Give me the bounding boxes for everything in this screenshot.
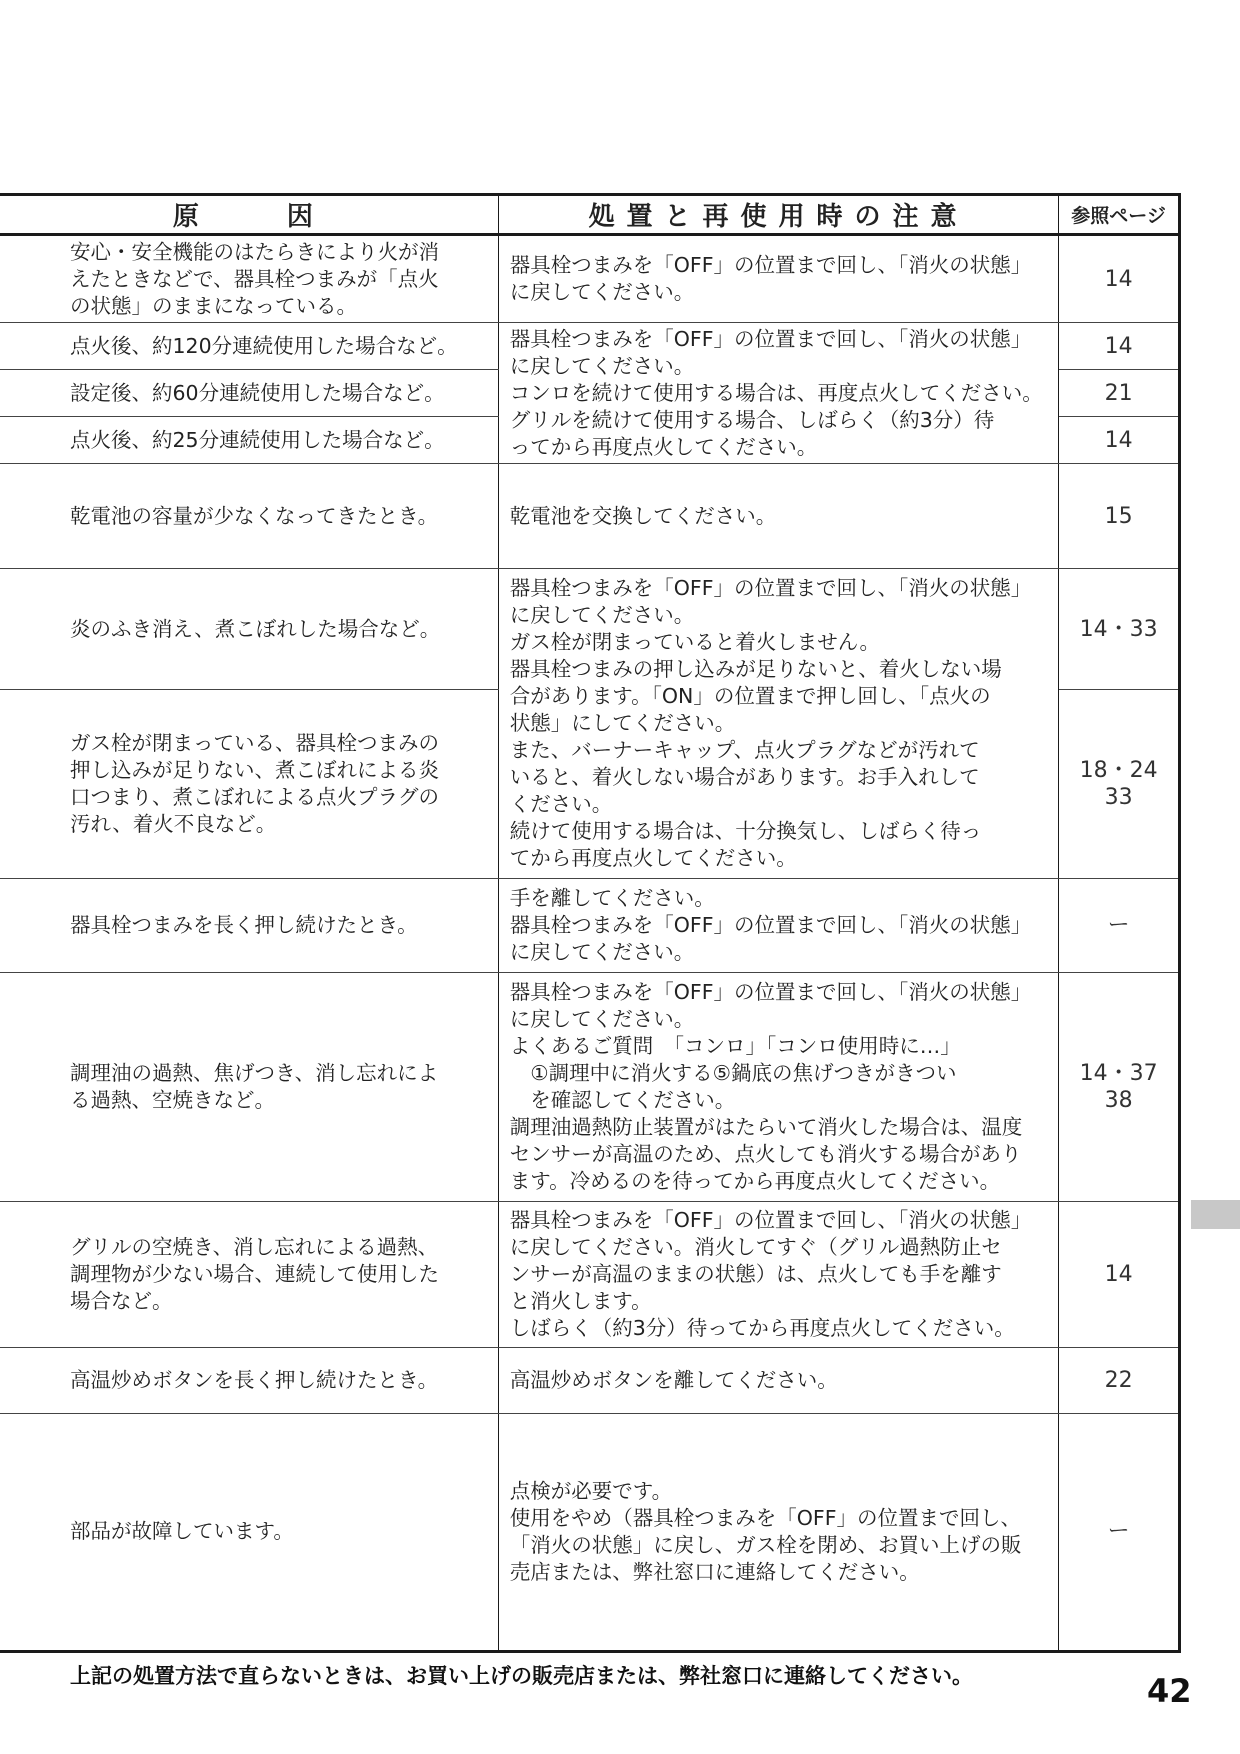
action-line: ンサーが高温のままの状態）は、点火しても手を離す [509, 1262, 1002, 1286]
cause-line: 汚れ、着火不良など。 [70, 812, 277, 836]
action-line: 器具栓つまみを「OFF」の位置まで回し、「消火の状態」 [509, 980, 1032, 1004]
cause-cell [0, 417, 498, 464]
header-action: 処置と再使用時の注意 [498, 196, 1058, 235]
cause-line: 調理物が少ない場合、連続して使用した [70, 1262, 439, 1286]
troubleshooting-table-frame [0, 193, 1181, 1653]
cause-cell [0, 323, 498, 370]
action-line: を確認してください。 [509, 1088, 736, 1112]
ref-page-line: 14・37 [1079, 1061, 1158, 1086]
cause-line: 器具栓つまみを長く押し続けたとき。 [70, 913, 418, 937]
troubleshooting-table [0, 196, 1178, 1650]
action-line: また、バーナーキャップ、点火プラグなどが汚れて [509, 738, 980, 762]
table-row [0, 1202, 1178, 1348]
action-line: 調理油過熱防止装置がはたらいて消火した場合は、温度 [509, 1115, 1023, 1139]
ref-page-cell: ー [1107, 1519, 1130, 1545]
table-row [0, 879, 1178, 973]
action-cell [498, 973, 1058, 1202]
header-cause: 原 因 [0, 196, 498, 235]
action-line: 点検が必要です。 [509, 1478, 673, 1503]
ref-page-line: 33 [1104, 785, 1133, 810]
action-line: いると、着火しない場合があります。お手入れして [509, 765, 980, 789]
cause-line: 炎のふき消え、煮こぼれした場合など。 [70, 616, 441, 641]
section-index-tab [1191, 1200, 1240, 1229]
cause-cell [0, 464, 498, 569]
cause-line: えたときなどで、器具栓つまみが「点火 [70, 266, 439, 291]
cause-cell [0, 690, 498, 879]
action-line: しばらく（約3分）待ってから再度点火してください。 [509, 1316, 1015, 1340]
cause-line: ガス栓が閉まっている、器具栓つまみの [70, 731, 439, 755]
ref-page-cell: 22 [1059, 1348, 1178, 1414]
contact-footnote: 上記の処置方法で直らないときは、お買い上げの販売店または、弊社窓口に連絡してください。 [70, 1664, 973, 1688]
action-line: てから再度点火してください。 [509, 846, 797, 870]
page-number: 42 [1147, 1672, 1192, 1710]
ref-page-line: 18・24 [1079, 758, 1158, 783]
ref-page-cell [1059, 973, 1178, 1202]
action-cell [498, 1348, 1058, 1414]
action-line: 器具栓つまみを「OFF」の位置まで回し、「消火の状態」 [509, 913, 1032, 937]
action-line: 使用をやめ（器具栓つまみを「OFF」の位置まで回し、 [509, 1505, 1021, 1530]
cause-cell [0, 973, 498, 1202]
ref-page-cell: ー [1059, 879, 1178, 973]
action-line: 「消火の状態」に戻し、ガス栓を閉め、お買い上げの販 [509, 1532, 1022, 1557]
cause-cell [0, 235, 498, 323]
table-row [0, 973, 1178, 1202]
ref-page-cell: 14 [1059, 323, 1178, 370]
table-row [0, 1348, 1178, 1414]
cause-cell [0, 370, 498, 417]
cause-line: 場合など。 [70, 1289, 173, 1313]
cause-line: 口つまり、煮こぼれによる点火プラグの [70, 785, 439, 809]
cause-line: 押し込みが足りない、煮こぼれによる炎 [70, 758, 439, 782]
table-row [0, 464, 1178, 569]
cause-line: 高温炒めボタンを長く押し続けたとき。 [70, 1368, 439, 1392]
table-row [0, 235, 1178, 323]
action-line: ①調理中に消火する⑤鍋底の焦げつきがきつい [509, 1061, 957, 1085]
cause-cell [0, 879, 498, 973]
table-row [0, 569, 1178, 690]
cause-line: 安心・安全機能のはたらきにより火が消 [70, 239, 439, 264]
cause-line: グリルの空焼き、消し忘れによる過熱、 [70, 1235, 439, 1259]
action-line: に戻してください。 [509, 603, 695, 627]
action-line: 続けて使用する場合は、十分換気し、しばらく待っ [509, 819, 982, 843]
cause-line: る過熱、空焼きなど。 [70, 1088, 275, 1112]
action-line: ください。 [509, 792, 613, 816]
ref-page-cell: 14・33 [1059, 569, 1178, 690]
ref-page-line: 38 [1104, 1088, 1133, 1113]
action-cell [498, 1414, 1058, 1650]
action-cell [498, 235, 1058, 323]
ref-page-cell: 15 [1059, 464, 1178, 569]
ref-page-cell: 14 [1059, 1202, 1178, 1348]
ref-page-cell: 14 [1059, 417, 1178, 464]
header-ref-page: 参照ページ [1059, 196, 1178, 235]
cause-cell [0, 1348, 498, 1414]
action-cell [498, 464, 1058, 569]
action-line: センサーが高温のため、点火しても消火する場合があり [509, 1142, 1022, 1166]
table-row [0, 323, 1178, 370]
table-row [0, 1414, 1178, 1650]
action-line: よくあるご質問 「コンロ」「コンロ使用時に…」 [509, 1034, 961, 1058]
action-line: に戻してください。消火してすぐ（グリル過熱防止セ [509, 1235, 1002, 1259]
action-line: 器具栓つまみの押し込みが足りないと、着火しない場 [509, 657, 1002, 681]
action-cell [498, 323, 1058, 464]
action-line: に戻してください。 [509, 353, 695, 378]
table-header-row [0, 196, 1178, 235]
action-line: 高温炒めボタンを離してください。 [509, 1368, 838, 1392]
action-line: 器具栓つまみを「OFF」の位置まで回し、「消火の状態」 [509, 576, 1032, 600]
action-line: 合があります。「ON」の位置まで押し回し、「点火の [509, 684, 991, 708]
action-line: コンロを続けて使用する場合は、再度点火してください。 [509, 380, 1043, 405]
ref-page-cell: 14 [1059, 235, 1178, 323]
cause-cell [0, 1414, 498, 1650]
action-line: ってから再度点火してください。 [509, 434, 818, 459]
action-line: ガス栓が閉まっていると着火しません。 [509, 630, 880, 654]
action-line: 乾電池を交換してください。 [509, 503, 777, 528]
action-line: に戻してください。 [509, 940, 695, 964]
cause-line: 設定後、約60分連続使用した場合など。 [70, 380, 445, 405]
action-line: 器具栓つまみを「OFF」の位置まで回し、「消火の状態」 [509, 326, 1032, 351]
action-line: に戻してください。 [509, 280, 695, 304]
action-line: グリルを続けて使用する場合、しばらく（約3分）待 [509, 407, 995, 432]
cause-line: 部品が故障しています。 [70, 1519, 294, 1544]
action-cell [498, 1202, 1058, 1348]
cause-line: 点火後、約120分連続使用した場合など。 [70, 333, 458, 358]
cause-line: 調理油の過熱、焦げつき、消し忘れによ [70, 1061, 439, 1085]
action-line: 状態」にしてください。 [509, 711, 736, 735]
cause-line: 乾電池の容量が少なくなってきたとき。 [70, 503, 439, 528]
cause-line: 点火後、約25分連続使用した場合など。 [70, 427, 445, 452]
action-line: と消火します。 [509, 1289, 652, 1313]
action-line: 器具栓つまみを「OFF」の位置まで回し、「消火の状態」 [509, 1208, 1032, 1232]
action-line: 器具栓つまみを「OFF」の位置まで回し、「消火の状態」 [509, 253, 1032, 277]
ref-page-cell: 21 [1059, 370, 1178, 417]
action-cell [498, 569, 1058, 879]
ref-page-cell [1059, 690, 1178, 879]
cause-line: の状態」のままになっている。 [70, 293, 357, 318]
action-cell [498, 879, 1058, 973]
action-line: に戻してください。 [509, 1007, 695, 1031]
action-line: ます。冷めるのを待ってから再度点火してください。 [509, 1169, 1001, 1193]
action-line: 手を離してください。 [509, 886, 715, 910]
cause-cell [0, 1202, 498, 1348]
cause-cell [0, 569, 498, 690]
action-line: 売店または、弊社窓口に連絡してください。 [509, 1559, 920, 1584]
